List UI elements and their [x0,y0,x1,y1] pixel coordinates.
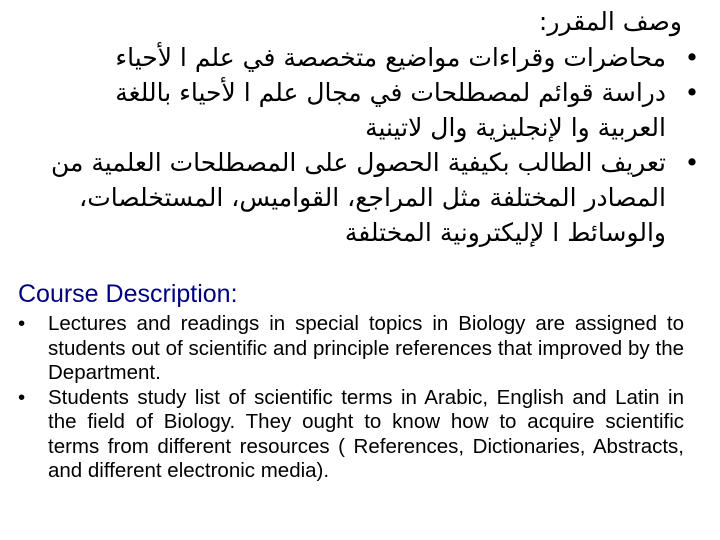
english-section-title: Course Description: [18,280,238,308]
arabic-line: دراسة قوائم لمصطلحات في مجال علم ا لأحياء باللغة [115,78,666,107]
english-list-item [18,312,684,386]
arabic-list-item [14,75,704,145]
arabic-line: محاضرات وقراءات مواضيع متخصصة في علم ا لأحياء [115,43,666,72]
english-bullet-list [18,312,684,484]
arabic-list-item [14,40,704,75]
bullet-icon: • [684,43,700,72]
arabic-line: تعريف الطالب بكيفية الحصول على المصطلحات العلمية من [50,148,666,177]
arabic-line: والوسائط ا لإليكترونية المختلفة [344,218,666,247]
english-list-item [18,386,684,484]
english-course-description [18,278,684,484]
bullet-icon: • [18,385,26,409]
bullet-icon: • [684,78,700,107]
arabic-line: العربية وا لإنجليزية وال لاتينية [365,113,666,142]
english-item-text: Lectures and readings in special topics in Biology are assigned to students out of scientific and principle references that improved by the Department. [48,312,684,384]
bullet-icon: • [684,148,700,177]
arabic-course-description [14,4,704,250]
arabic-section-title: وصف المقرر: [538,7,682,36]
arabic-bullet-list [14,40,704,250]
english-item-text: Students study list of scientific terms in Arabic, English and Latin in the field of Biology. They ought to know how to acquire scientific terms from different resources ( References, Dictionaries, Abstracts, and different electronic media). [48,385,684,482]
arabic-line: المصادر المختلفة مثل المراجع، القواميس، المستخلصات، [79,183,666,212]
bullet-icon: • [18,312,26,335]
arabic-list-item [14,145,704,250]
